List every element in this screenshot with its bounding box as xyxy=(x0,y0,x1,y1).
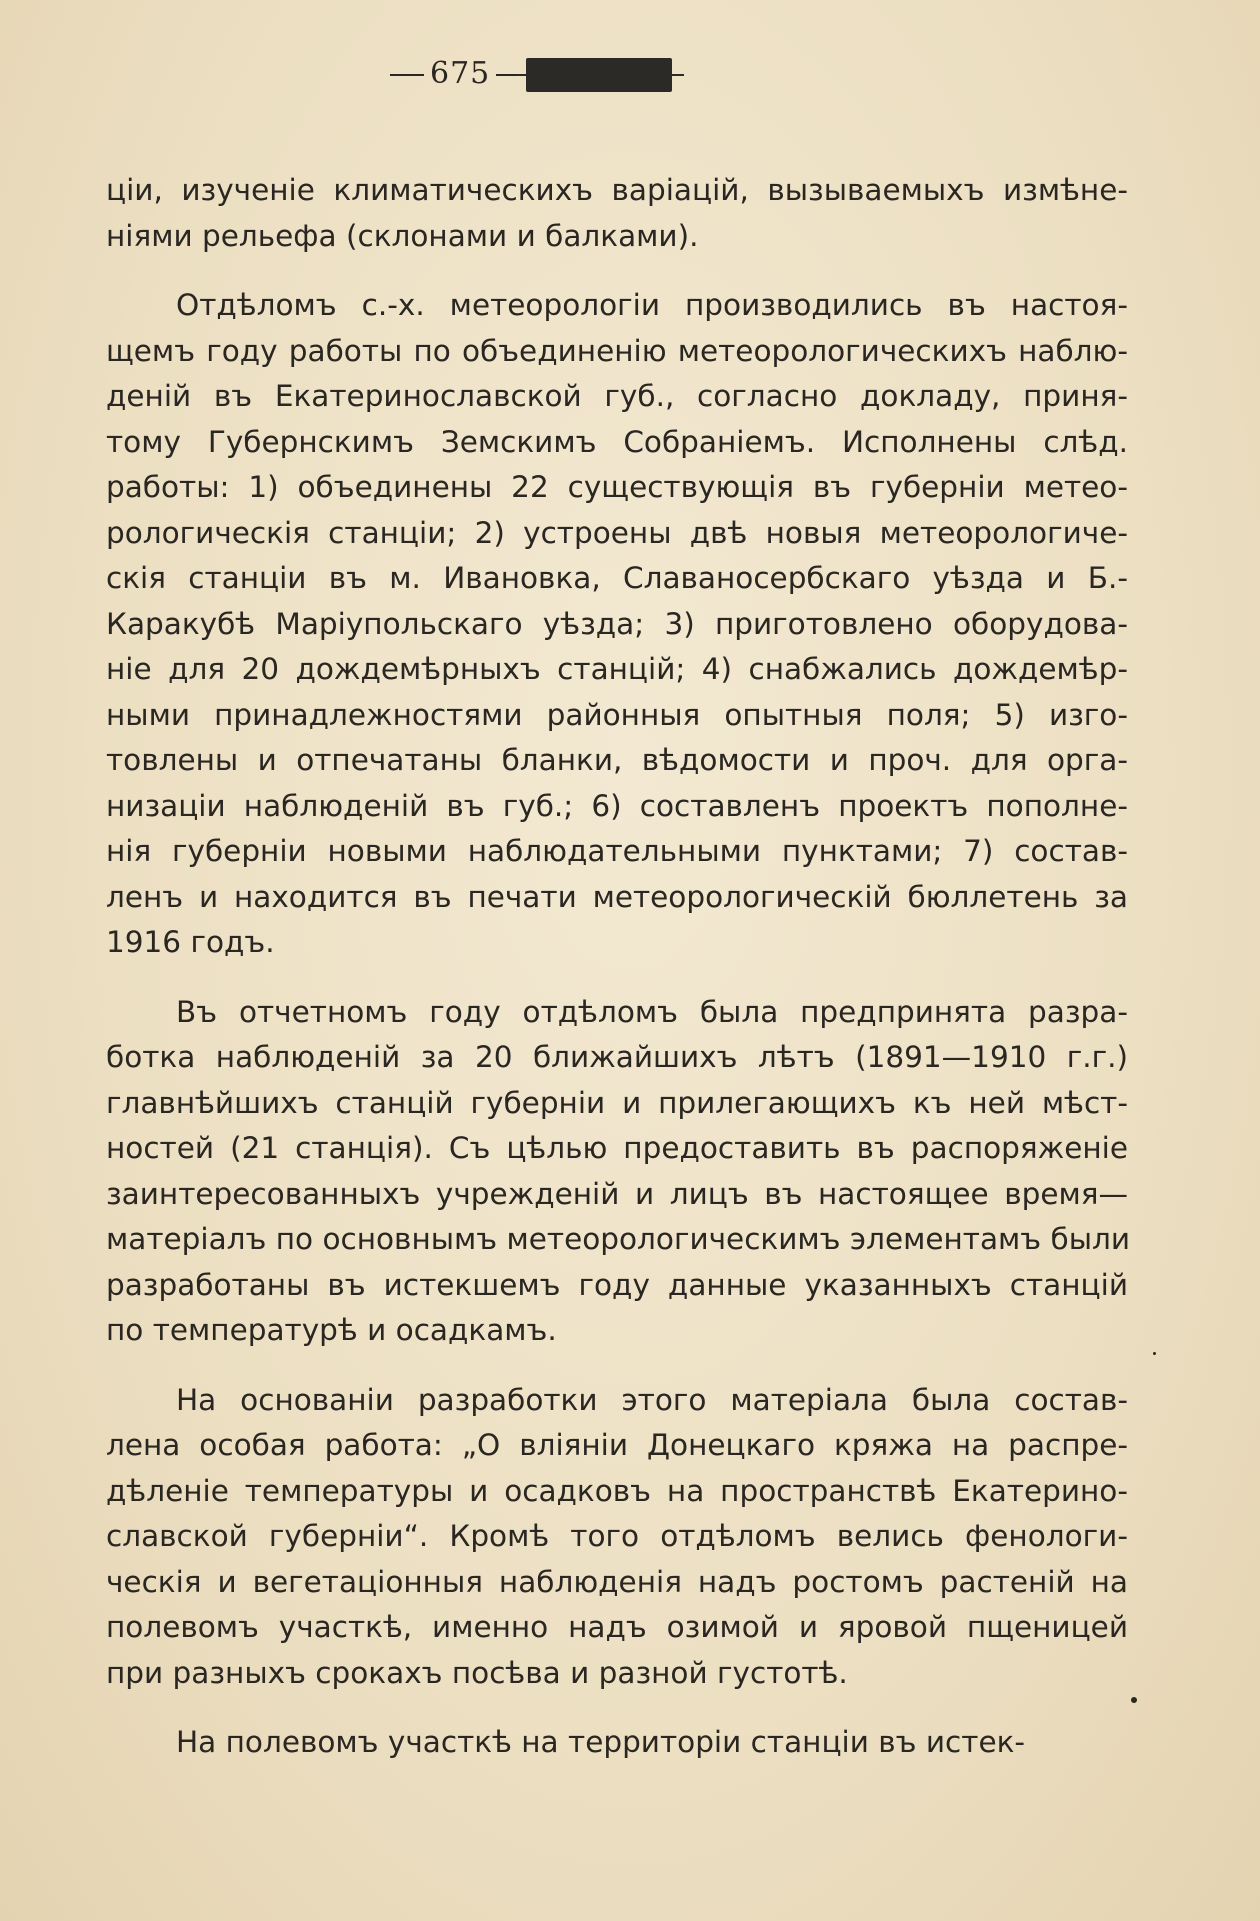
text-line: при разныхъ срокахъ посѣва и разной густотѣ. xyxy=(106,1655,848,1690)
text-line: Каракубѣ Маріупольскаго уѣзда; 3) приготовлено оборудова- xyxy=(106,606,1128,641)
text-line: главнѣйшихъ станцій губерніи и прилегающихъ къ ней мѣст- xyxy=(106,1085,1128,1120)
text-line: дѣленіе температуры и осадковъ на пространствѣ Екатерино- xyxy=(106,1473,1128,1508)
text-line: ленъ и находится въ печати метеорологическій бюллетень за xyxy=(106,879,1128,914)
text-line: ботка наблюденій за 20 ближайшихъ лѣтъ (1891—1910 г.г.) xyxy=(106,1040,1128,1074)
text-line: товлены и отпечатаны бланки, вѣдомости и проч. для орга- xyxy=(106,743,1128,777)
paragraph xyxy=(106,283,1128,966)
page-number-value: 675 xyxy=(430,56,491,91)
paragraph xyxy=(106,1720,1128,1766)
text-line: по температурѣ и осадкамъ. xyxy=(106,1313,557,1347)
ink-speck xyxy=(1131,1697,1137,1703)
text-line: ностей (21 станція). Съ цѣлью предоставить въ распоряженіе xyxy=(106,1131,1128,1165)
paragraph xyxy=(106,1378,1128,1697)
text-line: рологическія станціи; 2) устроены двѣ новыя метеорологиче- xyxy=(106,515,1128,550)
text-line: деній въ Екатеринославской губ., согласно докладу, приня- xyxy=(106,379,1128,413)
text-line: ческія и вегетаціонныя наблюденія надъ ростомъ растеній на xyxy=(106,1564,1128,1599)
ink-speck xyxy=(1153,1352,1156,1355)
text-line: На основаніи разработки этого матеріала была состав- xyxy=(176,1382,1128,1417)
text-line: работы: 1) объединены 22 существующія въ губерніи метео- xyxy=(106,470,1128,504)
paragraph xyxy=(106,990,1131,1354)
text-line: Въ отчетномъ году отдѣломъ была предпринята разра- xyxy=(176,994,1128,1029)
ink-stamp-over-old-page-number xyxy=(526,58,672,92)
page-number xyxy=(384,56,536,91)
paragraph xyxy=(106,168,1128,259)
text-line: ніе для 20 дождемѣрныхъ станцій; 4) снабжались дождемѣр- xyxy=(106,652,1128,686)
text-line: славской губерніи“. Кромѣ того отдѣломъ велись фенологи- xyxy=(106,1519,1128,1553)
text-line: скія станціи въ м. Ивановка, Славаносербскаго уѣзда и Б.- xyxy=(106,561,1128,595)
text-line: 1916 годъ. xyxy=(106,925,275,959)
text-line: тому Губернскимъ Земскимъ Собраніемъ. Исполнены слѣд. xyxy=(106,424,1128,459)
text-line: заинтересованныхъ учрежденій и лицъ въ настоящее время— xyxy=(106,1176,1128,1211)
page-header xyxy=(0,50,1260,100)
text-line: ціи, изученіе климатическихъ варіацій, вызываемыхъ измѣне- xyxy=(106,173,1128,207)
text-line: ніями рельефа (склонами и балками). xyxy=(106,218,699,253)
text-line: щемъ году работы по объединенію метеорологическихъ наблю- xyxy=(106,333,1128,368)
text-line: ными принадлежностями районныя опытныя поля; 5) изго- xyxy=(106,697,1128,732)
text-line: На полевомъ участкѣ на территоріи станціи въ истек- xyxy=(176,1725,1026,1759)
dash-left xyxy=(390,74,424,76)
text-line: лена особая работа: „О вліяніи Донецкаго кряжа на распре- xyxy=(106,1428,1128,1462)
text-line: полевомъ участкѣ, именно надъ озимой и яровой пщеницей xyxy=(106,1610,1128,1644)
text-line: низаціи наблюденій въ губ.; 6) составленъ проектъ пополне- xyxy=(106,788,1128,823)
text-line: нія губерніи новыми наблюдательными пунктами; 7) состав- xyxy=(106,834,1128,868)
text-line: Отдѣломъ с.-х. метеорологіи производились въ настоя- xyxy=(176,288,1128,322)
text-line: разработаны въ истекшемъ году данные указанныхъ станцій xyxy=(106,1267,1128,1302)
text-line: матеріалъ по основнымъ метеорологическимъ элементамъ были xyxy=(106,1222,1131,1256)
body-text xyxy=(106,168,1131,1790)
